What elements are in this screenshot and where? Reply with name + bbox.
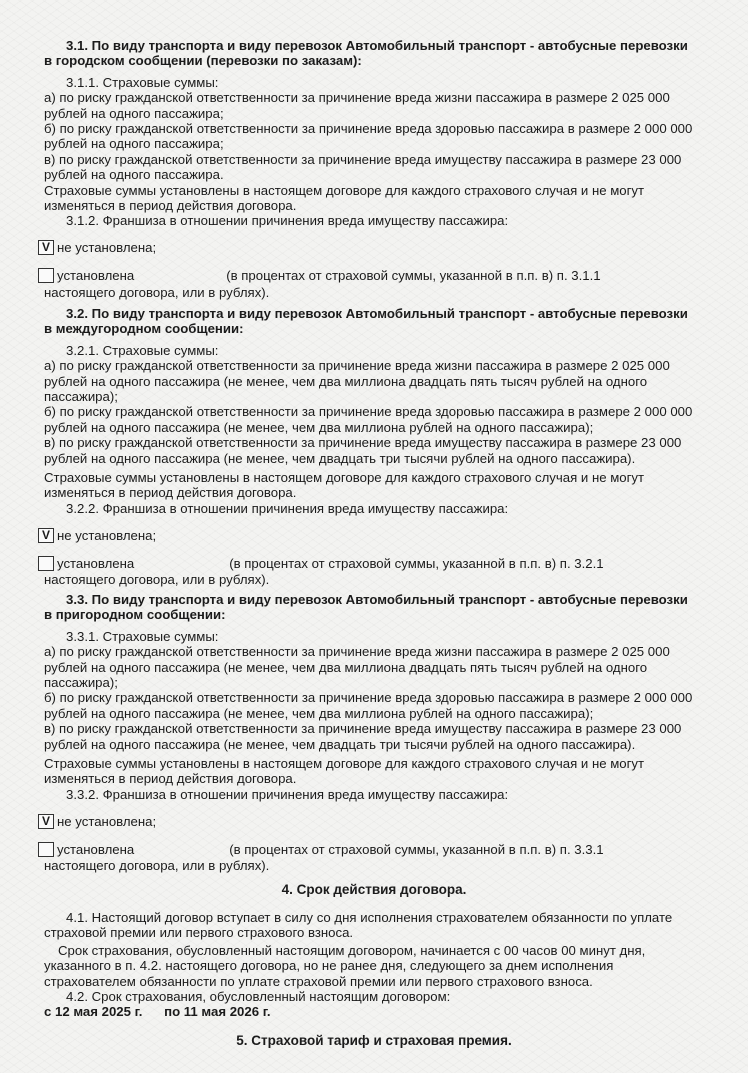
s31-item-a-line2: рублей на одного пассажира; xyxy=(44,105,224,121)
option-note: (в процентах от страховой суммы, указанной в п.п. в) п. 3.3.1 xyxy=(229,841,604,857)
checkbox-checked[interactable]: V xyxy=(38,814,54,829)
section-3-1 xyxy=(41,38,708,300)
section-3-1-1-title: 3.1.1. Страховые суммы: xyxy=(66,74,219,90)
s32-item-a-line2: рублей на одного пассажира (не менее, чем два миллиона двадцать пять тысяч рублей на одного xyxy=(44,373,648,389)
s4-p3: 4.2. Срок страхования, обусловленный настоящим договором: xyxy=(66,989,451,1005)
s33-item-b-line1: б) по риску гражданской ответственности за причинение вреда здоровью пассажира в размере 2 000 000 xyxy=(44,690,693,706)
checkbox-checked[interactable]: V xyxy=(38,240,54,255)
option-note: (в процентах от страховой суммы, указанной в п.п. в) п. 3.2.1 xyxy=(229,555,604,571)
checkbox-unchecked[interactable] xyxy=(38,268,54,283)
option-label: установлена xyxy=(57,268,135,284)
checkbox-checked[interactable]: V xyxy=(38,528,54,543)
insurance-period xyxy=(44,1004,708,1019)
s33-item-a-line3: пассажира); xyxy=(44,675,118,691)
section-3-3-2-title: 3.3.2. Франшиза в отношении причинения вреда имуществу пассажира: xyxy=(66,786,509,802)
s4-p1-line2: страховой премии или первого страхового взноса. xyxy=(44,925,354,941)
section-3-3-header-cont: в пригородном сообщении: xyxy=(44,607,226,623)
section-3-3-1-title: 3.3.1. Страховые суммы: xyxy=(66,628,219,644)
s32-item-c-line1: в) по риску гражданской ответственности за причинение вреда имуществу пассажира в размере 23 000 xyxy=(44,435,682,451)
option-note-cont: настоящего договора, или в рублях). xyxy=(44,858,270,874)
s33-option-not-set[interactable] xyxy=(38,812,708,830)
s33-item-a-line1: а) по риску гражданской ответственности за причинение вреда жизни пассажира в размере 2 025 000 xyxy=(44,644,670,660)
option-label: установлена xyxy=(57,841,135,857)
section-3-2-header: 3.2. По виду транспорта и виду перевозок Автомобильный транспорт - автобусные перевозки xyxy=(66,306,688,321)
section-3-2-1-title: 3.2.1. Страховые суммы: xyxy=(66,342,219,358)
s31-item-c-line1: в) по риску гражданской ответственности за причинение вреда имуществу пассажира в размере 23 000 xyxy=(44,151,682,167)
option-note: (в процентах от страховой суммы, указанной в п.п. в) п. 3.1.1 xyxy=(226,268,601,284)
checkbox-unchecked[interactable] xyxy=(38,556,54,571)
section-3-3-header: 3.3. По виду транспорта и виду перевозок Автомобильный транспорт - автобусные перевозки xyxy=(66,592,688,607)
s31-item-b-line1: б) по риску гражданской ответственности за причинение вреда здоровью пассажира в размере 2 000 000 xyxy=(44,121,693,137)
section-4-title: 4. Срок действия договора. xyxy=(281,882,467,897)
s31-item-c-line2: рублей на одного пассажира. xyxy=(44,167,224,183)
s32-note-line1: Страховые суммы установлены в настоящем договоре для каждого страхового случая и не могут xyxy=(44,470,645,486)
s32-item-b-line1: б) по риску гражданской ответственности за причинение вреда здоровью пассажира в размере 2 000 000 xyxy=(44,404,693,420)
s33-option-set[interactable] xyxy=(38,840,708,858)
checkbox-unchecked[interactable] xyxy=(38,842,54,857)
section-4 xyxy=(44,910,708,1020)
s4-p2-line1: Срок страхования, обусловленный настоящим договором, начинается с 00 часов 00 минут дня, xyxy=(58,942,646,958)
section-3-2 xyxy=(41,306,708,588)
date-to: по 11 мая 2026 г. xyxy=(164,1004,271,1020)
s33-note-line2: изменяться в период действия договора. xyxy=(44,771,297,787)
section-3-3 xyxy=(41,592,708,874)
s33-item-c-line2: рублей на одного пассажира (не менее, чем двадцать три тысячи рублей на одного пассажира). xyxy=(44,736,636,752)
s32-item-b-line2: рублей на одного пассажира (не менее, чем два миллиона рублей на одного пассажира); xyxy=(44,419,594,435)
option-label: не установлена; xyxy=(57,527,157,543)
s31-item-b-line2: рублей на одного пассажира; xyxy=(44,136,224,152)
s4-p2-line3: страхователем обязанности по уплате страховой премии или первого страхового взноса. xyxy=(44,973,593,989)
section-3-2-2-title: 3.2.2. Франшиза в отношении причинения вреда имуществу пассажира: xyxy=(66,500,509,516)
section-3-1-2-title: 3.1.2. Франшиза в отношении причинения вреда имуществу пассажира: xyxy=(66,213,509,229)
s33-item-b-line2: рублей на одного пассажира (не менее, чем два миллиона рублей на одного пассажира); xyxy=(44,705,594,721)
s32-item-a-line1: а) по риску гражданской ответственности за причинение вреда жизни пассажира в размере 2 025 000 xyxy=(44,358,670,374)
s32-item-c-line2: рублей на одного пассажира (не менее, чем двадцать три тысячи рублей на одного пассажира). xyxy=(44,450,636,466)
option-label: не установлена; xyxy=(57,240,157,256)
s32-option-set[interactable] xyxy=(38,554,708,572)
s33-item-c-line1: в) по риску гражданской ответственности за причинение вреда имуществу пассажира в размере 23 000 xyxy=(44,721,682,737)
section-3-1-header: 3.1. По виду транспорта и виду перевозок Автомобильный транспорт - автобусные перевозки xyxy=(66,38,688,53)
s32-item-a-line3: пассажира); xyxy=(44,389,118,405)
s33-item-a-line2: рублей на одного пассажира (не менее, чем два миллиона двадцать пять тысяч рублей на одного xyxy=(44,659,648,675)
date-from: с 12 мая 2025 г. xyxy=(44,1004,143,1020)
option-note-cont: настоящего договора, или в рублях). xyxy=(44,284,270,300)
s4-p2-line2: указанного в п. 4.2. настоящего договора, но не ранее дня, следующего за днем исполнения xyxy=(44,958,614,974)
s31-option-set[interactable] xyxy=(38,267,708,285)
s32-option-not-set[interactable] xyxy=(38,526,708,544)
option-label: установлена xyxy=(57,555,135,571)
s31-note-line2: изменяться в период действия договора. xyxy=(44,198,297,214)
option-note-cont: настоящего договора, или в рублях). xyxy=(44,572,270,588)
section-3-2-header-cont: в междугородном сообщении: xyxy=(44,321,244,337)
s4-p1-line1: 4.1. Настоящий договор вступает в силу со дня исполнения страхователем обязанности по уплате xyxy=(66,910,673,925)
s31-note-line1: Страховые суммы установлены в настоящем договоре для каждого страхового случая и не могут xyxy=(44,182,645,198)
s31-option-not-set[interactable] xyxy=(38,239,708,257)
s33-note-line1: Страховые суммы установлены в настоящем договоре для каждого страхового случая и не могут xyxy=(44,756,645,772)
section-5-title: 5. Страховой тариф и страховая премия. xyxy=(236,1033,512,1048)
option-label: не установлена; xyxy=(57,813,157,829)
s32-note-line2: изменяться в период действия договора. xyxy=(44,485,297,501)
section-3-1-header-cont: в городском сообщении (перевозки по заказам): xyxy=(44,53,362,69)
s31-item-a-line1: а) по риску гражданской ответственности за причинение вреда жизни пассажира в размере 2 025 000 xyxy=(44,90,670,106)
